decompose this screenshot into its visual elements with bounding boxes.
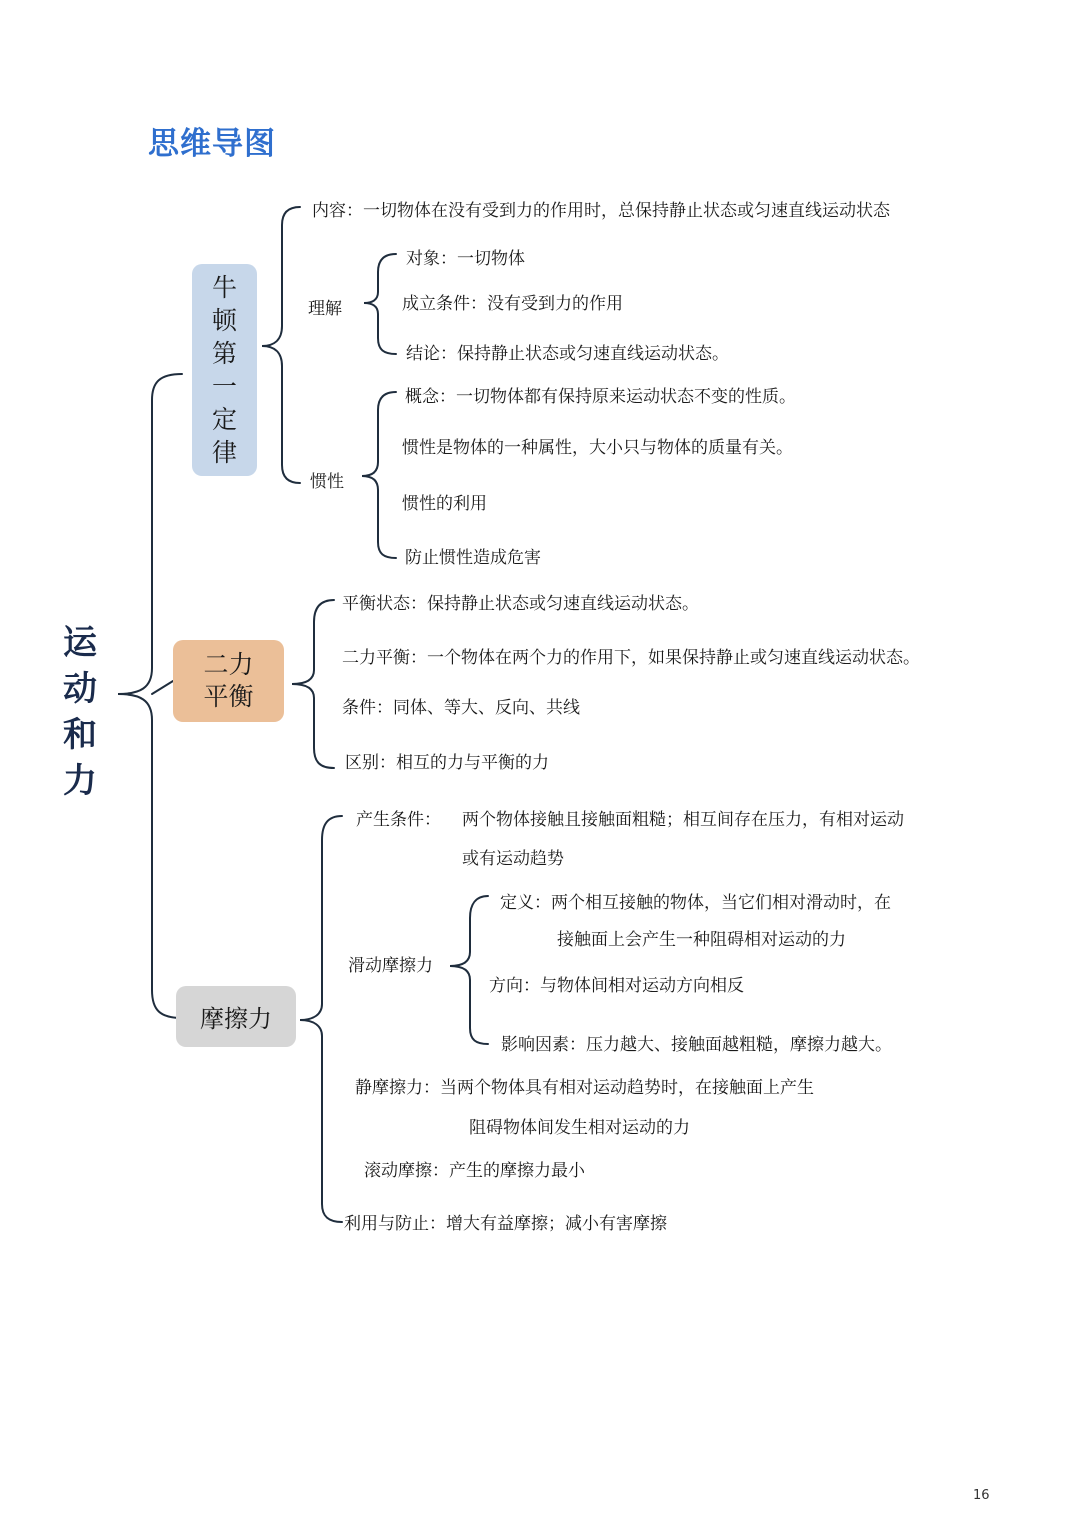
- root-topic: 运动和力: [63, 623, 97, 801]
- production-line2: 或有运动趋势: [462, 849, 564, 869]
- balance-item: 区别：相互的力与平衡的力: [345, 753, 549, 773]
- inertia-label: 惯性: [310, 472, 344, 492]
- sliding-definition-line2: 接触面上会产生一种阻碍相对运动的力: [557, 930, 846, 950]
- inertia-brace: [362, 392, 396, 558]
- node-friction: [176, 986, 296, 1047]
- inertia-item: 惯性是物体的一种属性，大小只与物体的质量有关。: [402, 438, 793, 458]
- newton-brace: [262, 207, 300, 483]
- root-to-balance: [152, 681, 173, 694]
- newton-content: 内容：一切物体在没有受到力的作用时，总保持静止状态或匀速直线运动状态: [312, 201, 890, 221]
- understanding-item: 成立条件：没有受到力的作用: [402, 294, 623, 314]
- friction-brace: [300, 816, 342, 1222]
- static-friction-line1: 静摩擦力：当两个物体具有相对运动趋势时，在接触面上产生: [355, 1078, 814, 1098]
- sliding-brace: [450, 896, 488, 1044]
- inertia-item: 概念：一切物体都有保持原来运动状态不变的性质。: [405, 387, 796, 407]
- friction-use: 利用与防止：增大有益摩擦；减小有害摩擦: [344, 1214, 667, 1234]
- static-friction-line2: 阻碍物体间发生相对运动的力: [469, 1118, 690, 1138]
- understanding-item: 结论：保持静止状态或匀速直线运动状态。: [406, 344, 729, 364]
- understanding-label: 理解: [308, 299, 342, 319]
- sliding-factors: 影响因素：压力越大、接触面越粗糙，摩擦力越大。: [501, 1035, 892, 1055]
- balance-item: 二力平衡：一个物体在两个力的作用下，如果保持静止或匀速直线运动状态。: [342, 648, 920, 668]
- balance-item: 平衡状态：保持静止状态或匀速直线运动状态。: [342, 594, 699, 614]
- node-friction-label: 摩擦力: [200, 1005, 272, 1033]
- understanding-brace: [364, 254, 396, 354]
- inertia-item: 惯性的利用: [402, 494, 487, 514]
- production-line1: 两个物体接触且接触面粗糙；相互间存在压力，有相对运动: [462, 810, 904, 830]
- balance-brace: [292, 600, 334, 768]
- balance-item: 条件：同体、等大、反向、共线: [342, 698, 580, 718]
- sliding-label: 滑动摩擦力: [348, 956, 433, 976]
- page-number: 16: [973, 1488, 990, 1503]
- node-balance-label: 二力平衡: [203, 650, 254, 711]
- node-newton-label: 牛顿第一定律: [211, 273, 237, 467]
- sliding-direction: 方向：与物体间相对运动方向相反: [489, 976, 744, 996]
- understanding-item: 对象：一切物体: [406, 249, 525, 269]
- inertia-item: 防止惯性造成危害: [405, 548, 541, 568]
- node-two-force-balance: [173, 640, 284, 722]
- production-label: 产生条件：: [356, 810, 441, 830]
- rolling-friction: 滚动摩擦：产生的摩擦力最小: [364, 1161, 585, 1181]
- page-title: 思维导图: [148, 126, 276, 162]
- sliding-definition-line1: 定义：两个相互接触的物体，当它们相对滑动时，在: [500, 893, 891, 913]
- node-newton-first-law: [192, 264, 257, 476]
